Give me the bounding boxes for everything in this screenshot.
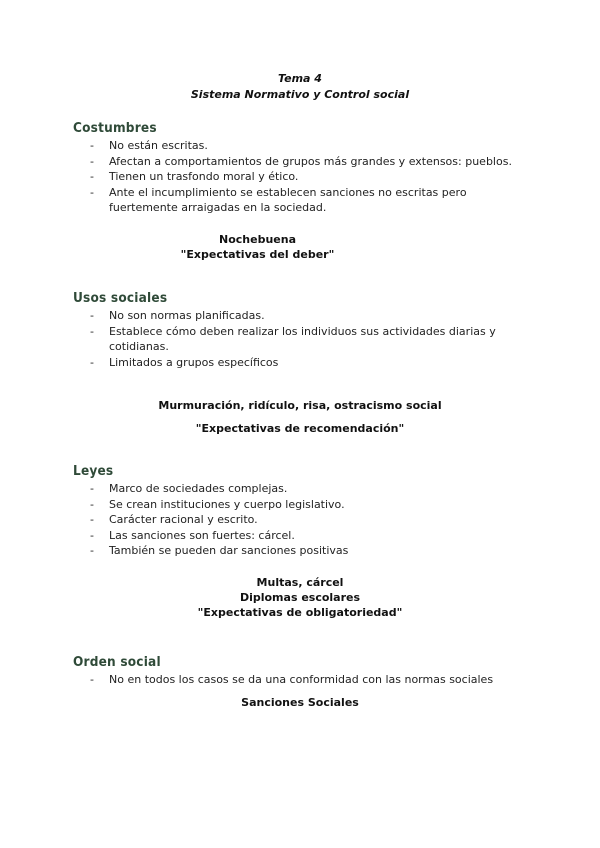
section-heading-usos-sociales: Usos sociales xyxy=(73,290,168,306)
list-item: - No están escritas. xyxy=(90,138,530,154)
list-item: - Ante el incumplimiento se establecen sanciones no escritas pero fuertemente arraigadas en la sociedad. xyxy=(90,185,499,216)
costumbres-example: Nochebuena xyxy=(219,233,296,246)
section-heading-orden-social: Orden social xyxy=(73,654,161,670)
list-item: - Se crean instituciones y cuerpo legislativo. xyxy=(90,497,530,513)
section-heading-leyes: Leyes xyxy=(73,463,114,479)
list-item: - Carácter racional y escrito. xyxy=(90,512,530,528)
list-item: - Afectan a comportamientos de grupos más grandes y extensos: pueblos. xyxy=(90,154,530,170)
list-item: - No en todos los casos se da una conformidad con las normas sociales xyxy=(90,672,550,688)
list-item: - Marco de sociedades complejas. xyxy=(90,481,530,497)
usos-sociales-expectation: "Expectativas de recomendación" xyxy=(195,422,405,435)
leyes-list xyxy=(90,481,530,559)
leyes-expectation: "Expectativas de obligatoriedad" xyxy=(197,606,403,619)
list-item: - Limitados a grupos específicos xyxy=(90,355,530,371)
list-item: - Tienen un trasfondo moral y ético. xyxy=(90,169,530,185)
list-item: - También se pueden dar sanciones positivas xyxy=(90,543,530,559)
list-item: - No son normas planificadas. xyxy=(90,308,530,324)
list-item: - Establece cómo deben realizar los individuos sus actividades diarias y cotidianas. xyxy=(90,324,519,355)
costumbres-expectation: "Expectativas del deber" xyxy=(180,248,335,261)
topic-number: Tema 4 xyxy=(278,72,322,85)
costumbres-list xyxy=(90,138,530,216)
orden-social-list xyxy=(90,672,550,688)
usos-sociales-list xyxy=(90,308,530,370)
leyes-example-2: Diplomas escolares xyxy=(239,591,361,604)
list-item: - Las sanciones son fuertes: cárcel. xyxy=(90,528,530,544)
leyes-example-1: Multas, cárcel xyxy=(256,576,344,589)
orden-social-conclusion: Sanciones Sociales xyxy=(241,696,359,709)
document-subtitle: Sistema Normativo y Control social xyxy=(190,88,410,101)
usos-sociales-example: Murmuración, ridículo, risa, ostracismo social xyxy=(158,399,442,412)
section-heading-costumbres: Costumbres xyxy=(73,120,157,136)
